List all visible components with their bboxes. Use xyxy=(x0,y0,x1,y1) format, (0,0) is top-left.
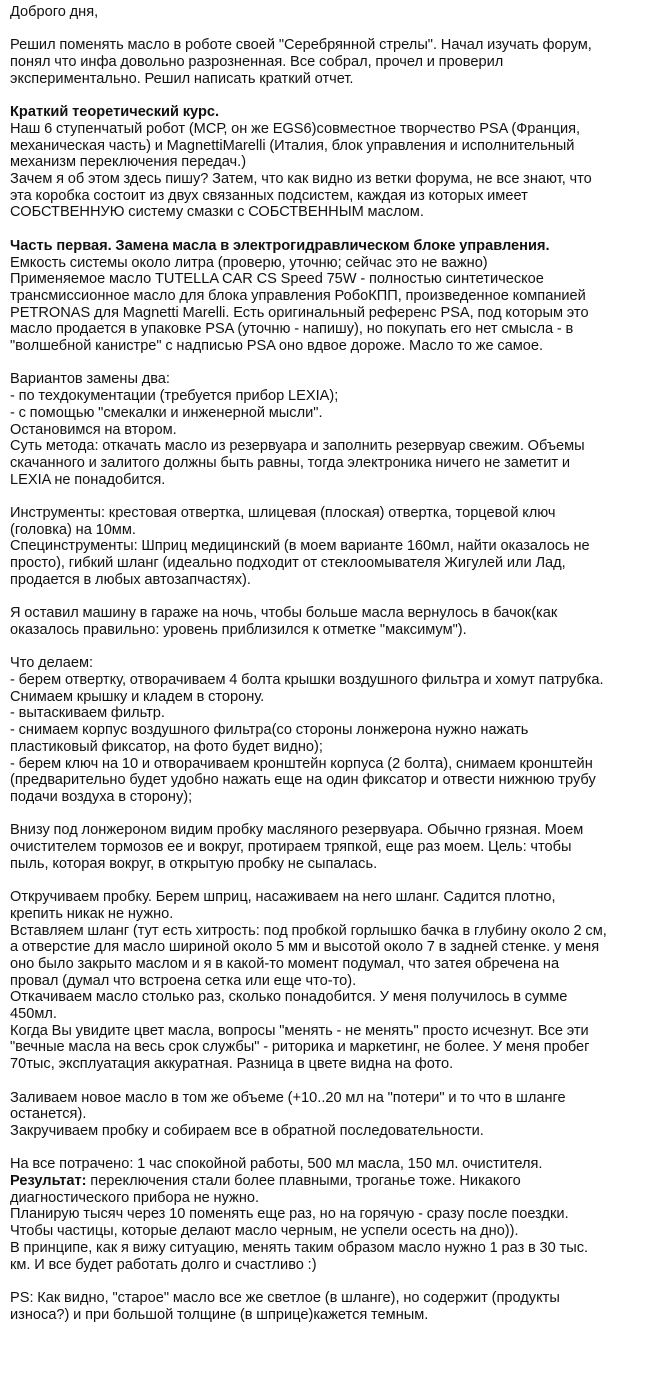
bold-label: Результат: xyxy=(10,1173,87,1190)
text-line: Откручиваем пробку. Берем шприц, насаживаем на него шланг. Садится плотно, xyxy=(10,889,556,906)
text-line: останется). xyxy=(10,1106,87,1123)
text-line: - с помощью "смекалки и инженерной мысли". xyxy=(10,404,323,421)
text-line: масло продается в упаковке PSA (уточню - напишу), но покупать его нет смысла - в xyxy=(10,321,574,338)
text-line: Решил поменять масло в роботе своей "Серебрянной стрелы". Начал изучать форум, xyxy=(10,37,592,54)
section-heading: Краткий теоретический курс. xyxy=(10,104,220,121)
text-line: оно было закрыто маслом и я в какой-то момент подумал, что затея обречена на xyxy=(10,955,560,972)
post-paragraph xyxy=(10,104,646,221)
text-line: - вытаскиваем фильтр. xyxy=(10,705,165,722)
text-line: Специнструменты: Шприц медицинский (в моем варианте 160мл, найти оказалось не xyxy=(10,538,590,555)
text-line: крепить никак не нужно. xyxy=(10,905,174,922)
line-text: переключения стали более плавными, троганье тоже. Никакого xyxy=(86,1173,521,1190)
text-line: Вставляем шланг (тут есть хитрость: под пробкой горлышко бачка в глубину около 2 см, xyxy=(10,922,607,939)
text-line: диагностического прибора не нужно. xyxy=(10,1189,260,1206)
text-line: Планирую тысяч через 10 поменять еще раз, но на горячую - сразу после поездки. xyxy=(10,1206,569,1223)
text-line: продается в любых автозапчастях). xyxy=(10,571,251,588)
text-line: - снимаем корпус воздушного фильтра(со стороны лонжерона нужно нажать xyxy=(10,722,529,739)
text-line: эта коробка состоит из двух связанных подсистем, каждая из которых имеет xyxy=(10,187,528,204)
post-paragraph xyxy=(10,1156,646,1273)
text-line: Чтобы частицы, которые делают масло черным, не успели осесть на дно)). xyxy=(10,1223,519,1240)
text-line: Заливаем новое масло в том же объеме (+10..20 мл на "потери" и то что в шланге xyxy=(10,1089,566,1106)
text-line: 70тыс, эксплуатация аккуратная. Разница в цвете видна на фото. xyxy=(10,1056,454,1073)
text-line: очистителем тормозов ее и вокруг, протираем тряпкой, еще раз моем. Цель: чтобы xyxy=(10,839,572,856)
text-line: Зачем я об этом здесь пишу? Затем, что как видно из ветки форума, не все знают, что xyxy=(10,171,592,187)
text-line: PS: Как видно, "старое" масло все же светлое (в шланге), но содержит (продукты xyxy=(10,1289,560,1306)
text-line: км. И все будет работать долго и счастливо :) xyxy=(10,1256,317,1273)
post-paragraph xyxy=(10,889,646,1073)
text-line: Доброго дня, xyxy=(10,4,99,20)
text-line: оказалось правильно: уровень приблизился к отметке "максимум"). xyxy=(10,621,467,638)
text-line: пыль, которая вокруг, в открытую пробку не сыпалась. xyxy=(10,855,378,872)
text-line: СОБСТВЕННУЮ систему смазки с СОБСТВЕННЫМ маслом. xyxy=(10,204,424,221)
text-line: Инструменты: крестовая отвертка, шлицевая (плоская) отвертка, торцевой ключ xyxy=(10,505,556,522)
text-line: - по техдокументации (требуется прибор LEXIA); xyxy=(10,388,339,405)
post-paragraph xyxy=(10,1290,646,1323)
text-line: а отверстие для масло шириной около 5 мм и высотой около 7 в задней стенке. у меня xyxy=(10,939,600,956)
text-line: - берем ключ на 10 и отворачиваем кронштейн корпуса (2 болта), снимаем кронштейн xyxy=(10,755,593,772)
text-line: Снимаем крышку и кладем в сторону. xyxy=(10,688,265,705)
text-line: Емкость системы около литра (проверю, уточню; сейчас это не важно) xyxy=(10,254,488,271)
section-heading: Часть первая. Замена масла в электрогидравлическом блоке управления. xyxy=(10,237,550,254)
text-line: подачи воздуха в сторону); xyxy=(10,788,193,805)
text-line: Когда Вы увидите цвет масла, вопросы "менять - не менять" просто исчезнут. Все эти xyxy=(10,1022,589,1039)
text-line: PETRONAS для Magnetti Marelli. Есть оригинальный референс PSA, под которым это xyxy=(10,304,589,321)
post-paragraph xyxy=(10,605,646,638)
text-line: провал (думал что встроена сетка или еще что-то). xyxy=(10,972,357,989)
text-line: В принципе, как я вижу ситуацию, менять таким образом масло нужно 1 раз в 30 тыс. xyxy=(10,1239,589,1256)
text-line: Что делаем: xyxy=(10,655,94,672)
text-line: (предварительно будет удобно нажать еще на один фиксатор и отвести нижнюю трубу xyxy=(10,772,596,789)
text-line: Остановимся на втором. xyxy=(10,421,177,438)
text-line: механизм переключения передач.) xyxy=(10,154,247,171)
text-line: (головка) на 10мм. xyxy=(10,521,136,538)
text-line: Суть метода: откачать масло из резервуара и заполнить резервуар свежим. Объемы xyxy=(10,438,585,455)
text-line: экспериментально. Решил написать краткий отчет. xyxy=(10,70,354,87)
post-paragraph xyxy=(10,238,646,355)
text-line: механическая часть) и MagnettiMarelli (Италия, блок управления и исполнительный xyxy=(10,137,575,154)
post-paragraph xyxy=(10,822,646,872)
post-paragraph xyxy=(10,371,646,488)
post-paragraph xyxy=(10,4,646,21)
text-line: - берем отвертку, отворачиваем 4 болта крышки воздушного фильтра и хомут патрубка. xyxy=(10,672,604,689)
post-paragraph xyxy=(10,1090,646,1140)
text-line: Вариантов замены два: xyxy=(10,371,170,388)
text-line: понял что инфа довольно разрозненная. Все собрал, прочел и проверил xyxy=(10,54,504,71)
text-line: скачанного и залитого должны быть равны, тогда электроника ничего не заметит и xyxy=(10,454,570,471)
text-line: Я оставил машину в гараже на ночь, чтобы больше масла вернулось в бачок(как xyxy=(10,605,558,622)
text-line: просто), гибкий шланг (идеально подходит от стеклоомывателя Жигулей или Лад, xyxy=(10,555,566,572)
text-line: Наш 6 ступенчатый робот (МСР, он же EGS6)совместное творчество PSA (Франция, xyxy=(10,120,581,137)
text-line: Применяемое масло TUTELLA CAR CS Speed 75W - полностью синтетическое xyxy=(10,271,544,288)
text-line: Закручиваем пробку и собираем все в обратной последовательности. xyxy=(10,1122,484,1139)
post-paragraph xyxy=(10,655,646,805)
text-line: LEXIA не понадобится. xyxy=(10,471,166,488)
post-paragraph xyxy=(10,37,646,87)
text-line: пластиковый фиксатор, на фото будет видно); xyxy=(10,738,323,755)
text-line xyxy=(10,1173,646,1190)
text-line: трансмиссионное масло для блока управления РобоКПП, произведенное компанией xyxy=(10,287,586,304)
text-line: На все потрачено: 1 час спокойной работы, 500 мл масла, 150 мл. очистителя. xyxy=(10,1156,543,1173)
post-paragraph xyxy=(10,505,646,589)
text-line: износа?) и при большой толщине (в шприце)кажется темным. xyxy=(10,1306,429,1323)
text-line: "волшебной канистре" с надписью PSA оно вдвое дороже. Масло то же самое. xyxy=(10,338,544,355)
text-line: 450мл. xyxy=(10,1006,57,1023)
text-line: "вечные масла на весь срок службы" - риторика и маркетинг, не более. У меня пробег xyxy=(10,1039,590,1056)
text-line: Откачиваем масло столько раз, сколько понадобится. У меня получилось в сумме xyxy=(10,989,568,1006)
text-line: Внизу под лонжероном видим пробку масляного резервуара. Обычно грязная. Моем xyxy=(10,822,584,839)
